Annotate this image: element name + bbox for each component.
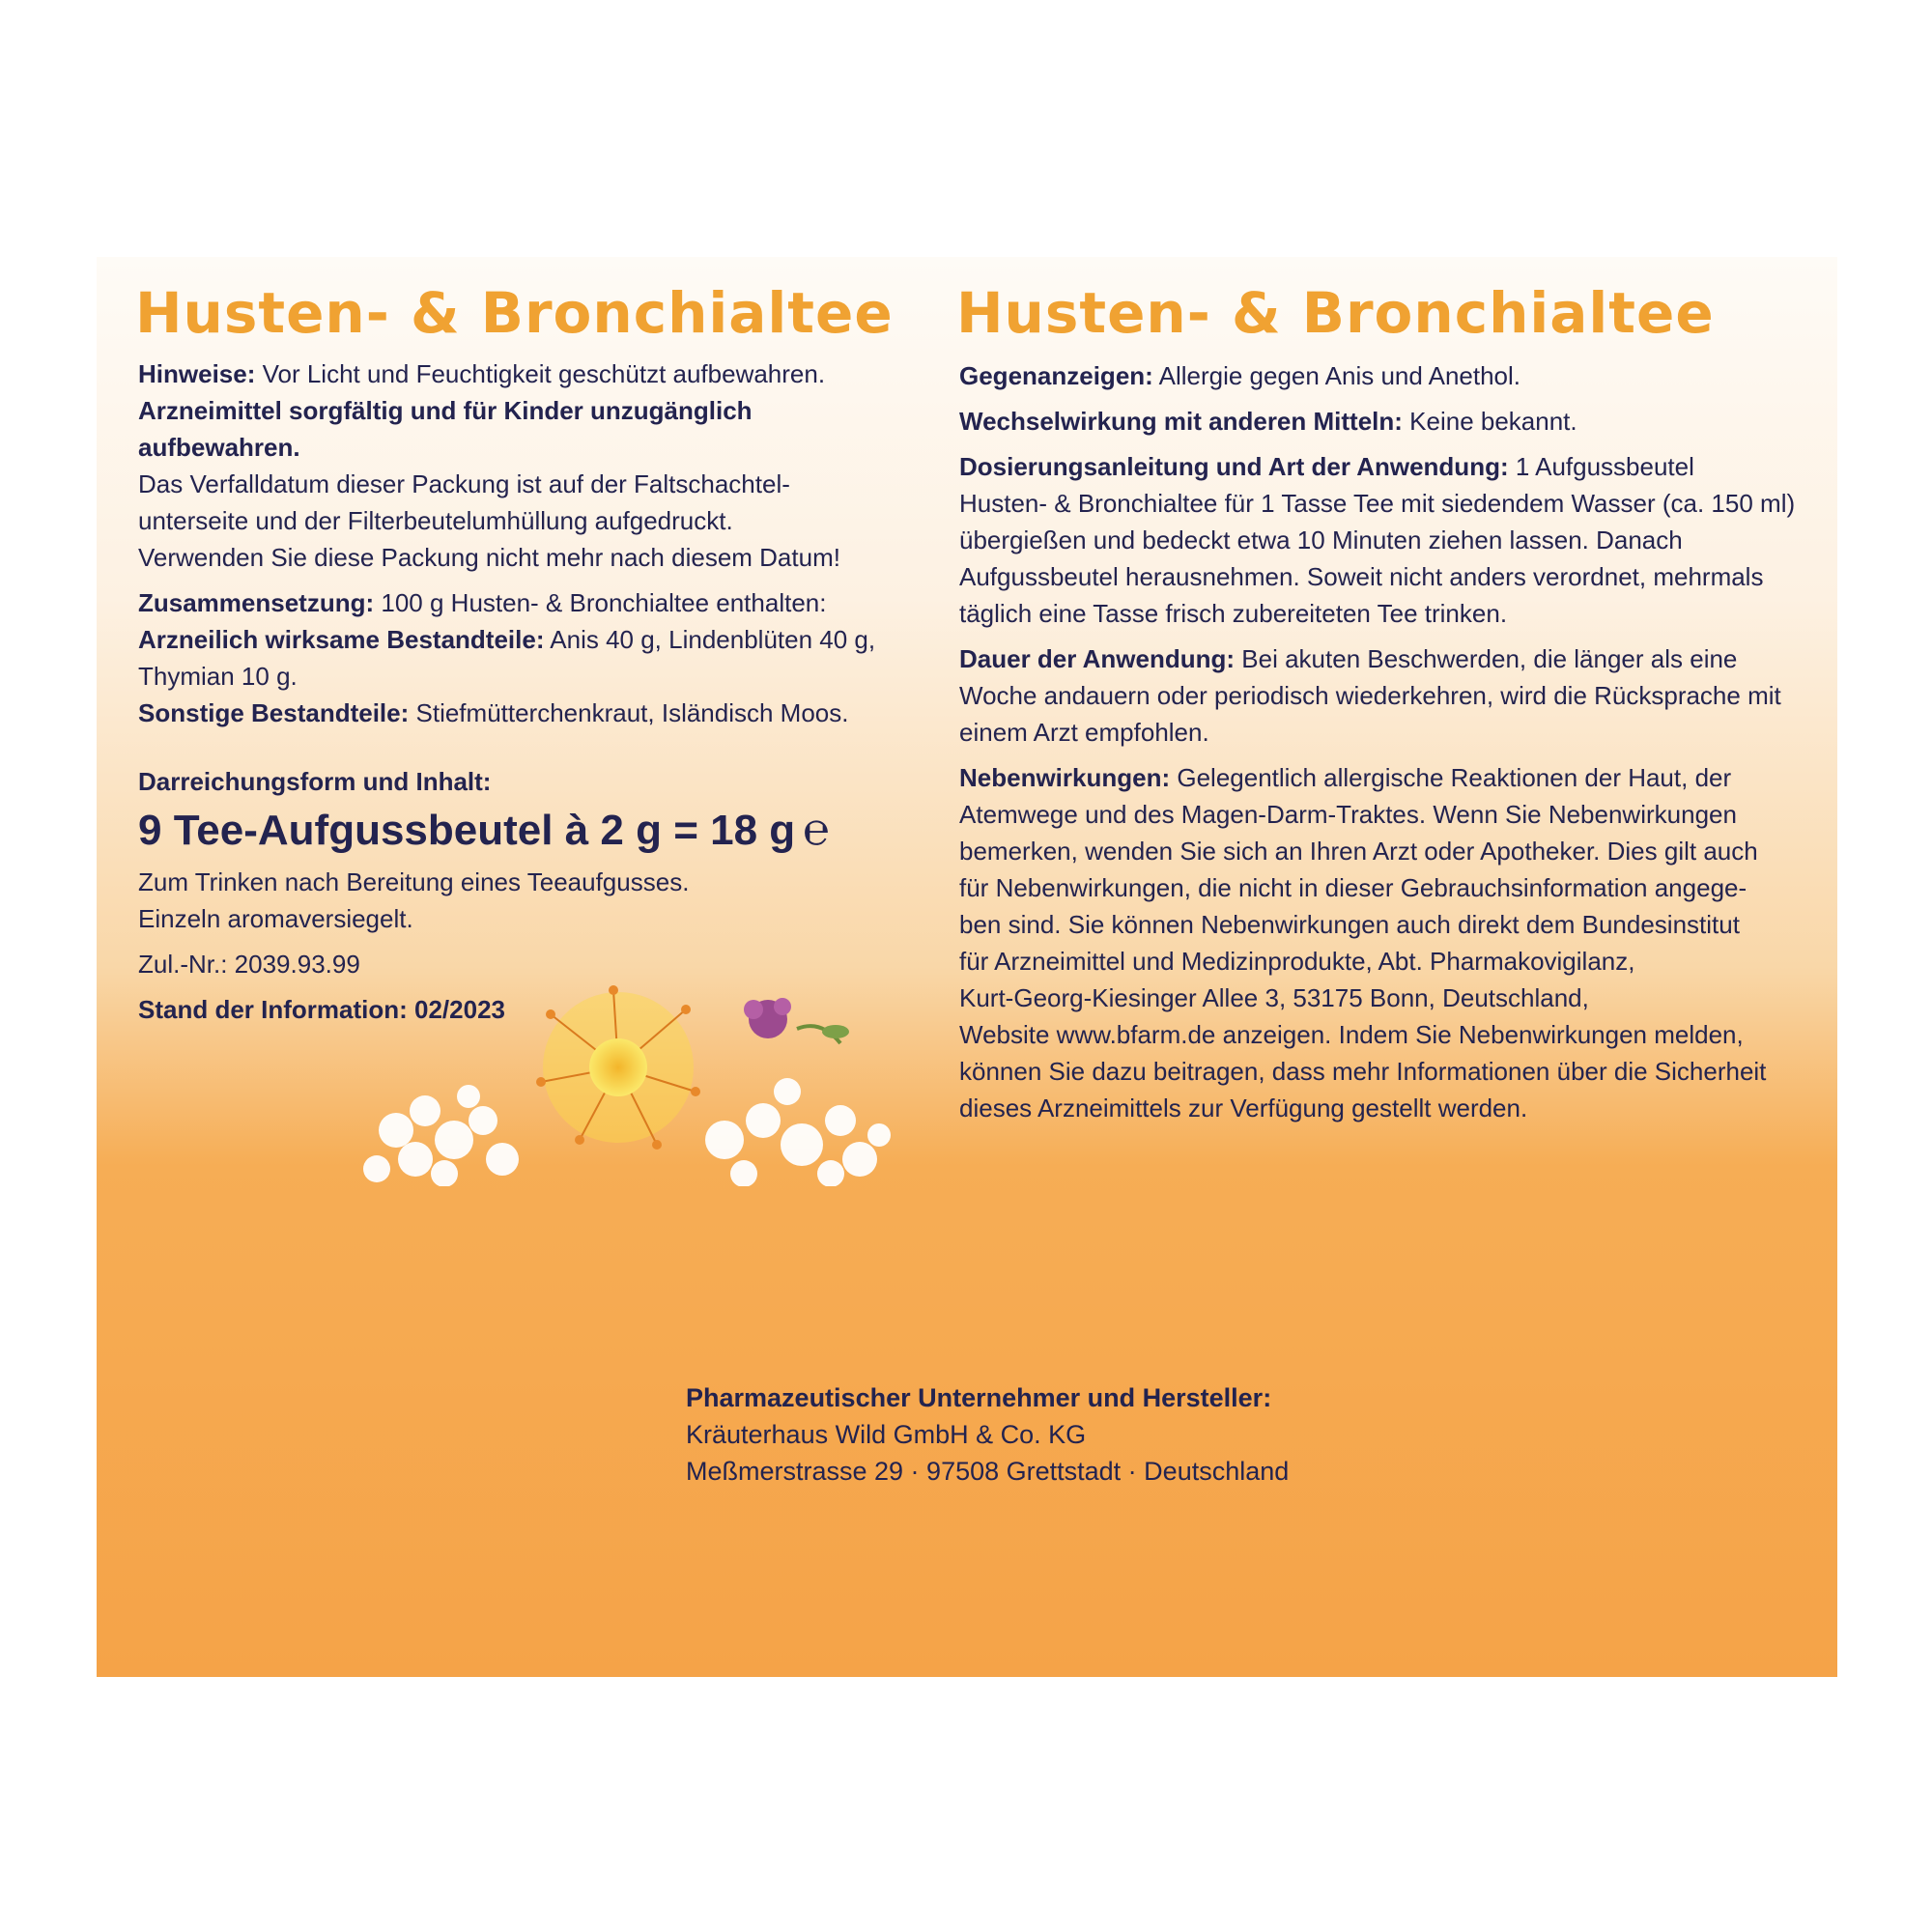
contraindications-label: Gegenanzeigen: [959, 361, 1153, 390]
side-effects-line-3: bemerken, wenden Sie sich an Ihren Arzt oder Apotheker. Dies gilt auch [959, 837, 1758, 866]
manufacturer-company: Kräuterhaus Wild GmbH & Co. KG [686, 1420, 1087, 1449]
manufacturer-label: Pharmazeutischer Unternehmer und Hersteller: [686, 1383, 1272, 1412]
dosage-line-4: Aufgussbeutel herausnehmen. Soweit nicht anders verordnet, mehrmals [959, 562, 1764, 591]
interactions-text: Keine bekannt. [1402, 407, 1577, 436]
duration-line-2: Woche andauern oder periodisch wiederkehren, wird die Rücksprache mit [959, 681, 1781, 710]
right-title: Husten- & Bronchialtee [956, 280, 1715, 346]
interactions-label: Wechselwirkung mit anderen Mitteln: [959, 407, 1403, 436]
hinweise-text: Vor Licht und Feuchtigkeit geschützt aufbewahren. [255, 359, 826, 388]
flower-illustration [357, 976, 898, 1186]
side-effects-line-4: für Nebenwirkungen, die nicht in dieser Gebrauchsinformation angege- [959, 873, 1747, 902]
white-flower-cluster-right [705, 1078, 891, 1186]
dosage-label: Dosierungsanleitung und Art der Anwendung: [959, 452, 1509, 481]
hinweise-label: Hinweise: [138, 359, 256, 388]
other-ingredients-label: Sonstige Bestandteile: [138, 698, 410, 727]
dosage-line-1: 1 Aufgussbeutel [1508, 452, 1694, 481]
expiry-line-3: Verwenden Sie diese Packung nicht mehr nach diesem Datum! [138, 543, 840, 572]
purple-flower [744, 998, 849, 1043]
duration-label: Dauer der Anwendung: [959, 644, 1236, 673]
usage-line-1: Zum Trinken nach Bereitung eines Teeaufgusses. [138, 867, 690, 896]
duration-line-3: einem Arzt empfohlen. [959, 718, 1209, 747]
dosage-line-3: übergießen und bedeckt etwa 10 Minuten ziehen lassen. Danach [959, 526, 1683, 554]
side-effects-label: Nebenwirkungen: [959, 763, 1171, 792]
contraindications-text: Allergie gegen Anis und Anethol. [1152, 361, 1521, 390]
side-effects [959, 759, 1795, 1126]
active-ingredients-text: Anis 40 g, Lindenblüten 40 g, [544, 625, 876, 654]
warning-line-1: Arzneimittel sorgfältig und für Kinder unzugänglich [138, 396, 753, 425]
contraindications [959, 357, 1795, 394]
dosage-form-label: Darreichungsform und Inhalt: [138, 767, 492, 796]
package-contents-text: 9 Tee-Aufgussbeutel à 2 g = 18 g [138, 807, 796, 854]
expiry-line-1: Das Verfalldatum dieser Packung ist auf der Faltschachtel- [138, 469, 790, 498]
side-effects-line-10: dieses Arzneimittels zur Verfügung gestellt werden. [959, 1094, 1528, 1122]
side-effects-line-6: für Arzneimittel und Medizinprodukte, Abt. Pharmakovigilanz, [959, 947, 1635, 976]
approval-number: Zul.-Nr.: 2039.93.99 [138, 950, 360, 979]
composition-text: 100 g Husten- & Bronchialtee enthalten: [374, 588, 827, 617]
duration-line-1: Bei akuten Beschwerden, die länger als eine [1235, 644, 1738, 673]
yellow-flower [536, 985, 700, 1150]
right-column [959, 357, 1795, 1135]
information-date: Stand der Information: 02/2023 [138, 995, 505, 1024]
dosage-instructions [959, 448, 1795, 632]
warning-line-2: aufbewahren. [138, 433, 300, 462]
active-ingredients-label: Arzneilich wirksame Bestandteile: [138, 625, 545, 654]
hinweise-block [138, 355, 875, 576]
usage-line-2: Einzeln aromaversiegelt. [138, 904, 413, 933]
white-flower-cluster-left [363, 1085, 519, 1186]
duration [959, 640, 1795, 751]
manufacturer-address: Meßmerstrasse 29 · 97508 Grettstadt · Deutschland [686, 1457, 1290, 1486]
manufacturer-block [686, 1379, 1289, 1490]
package-contents [138, 802, 875, 858]
estimated-sign-icon: ℮ [803, 803, 830, 855]
composition-block [138, 584, 875, 731]
interactions [959, 403, 1795, 440]
expiry-line-2: unterseite und der Filterbeutelumhüllung aufgedruckt. [138, 506, 733, 535]
side-effects-line-7: Kurt-Georg-Kiesinger Allee 3, 53175 Bonn, Deutschland, [959, 983, 1589, 1012]
left-title: Husten- & Bronchialtee [135, 280, 894, 346]
side-effects-line-2: Atemwege und des Magen-Darm-Traktes. Wenn Sie Nebenwirkungen [959, 800, 1737, 829]
side-effects-line-1: Gelegentlich allergische Reaktionen der Haut, der [1170, 763, 1732, 792]
side-effects-line-8: Website www.bfarm.de anzeigen. Indem Sie Nebenwirkungen melden, [959, 1020, 1744, 1049]
side-effects-line-9: können Sie dazu beitragen, dass mehr Informationen über die Sicherheit [959, 1057, 1767, 1086]
composition-label: Zusammensetzung: [138, 588, 375, 617]
other-ingredients-text: Stiefmütterchenkraut, Isländisch Moos. [409, 698, 849, 727]
dosage-line-2: Husten- & Bronchialtee für 1 Tasse Tee mit siedendem Wasser (ca. 150 ml) [959, 489, 1796, 518]
active-ingredients-text-2: Thymian 10 g. [138, 662, 298, 691]
left-column [138, 355, 875, 1028]
side-effects-line-5: ben sind. Sie können Nebenwirkungen auch direkt dem Bundesinstitut [959, 910, 1740, 939]
dosage-line-5: täglich eine Tasse frisch zubereiteten Tee trinken. [959, 599, 1508, 628]
